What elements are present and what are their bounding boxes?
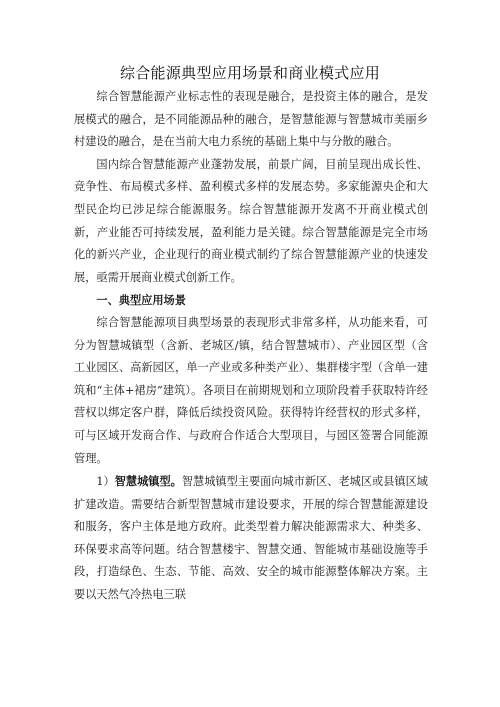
section-heading: 一、典型应用场景	[96, 293, 186, 308]
list-item-title: 智慧城镇型。	[114, 474, 182, 489]
list-item-smart-town	[74, 470, 428, 607]
paragraph-intro: 综合智慧能源产业标志性的表现是融合，是投资主体的融合，是发展模式的融合，是不同能源品种的融合，是智慧能源与智慧城市美丽乡村建设的融合，是在当前大电力系统的基础上集中与分散的融合。	[74, 90, 428, 149]
list-item-text: 智慧城镇型主要面向城市新区、老城区或县镇区域扩建改造。需要结合新型智慧城市建设要求，开展的综合智慧能源建设和服务，客户主体是地方政府。此类型着力解决能源需求大、种类多、环保要求高等问题。结合智慧楼宇、智慧交通、智能城市基础设施等手段，打造绿色、生态、节能、高效、安全的城市能源整体解决方案。主要以天然气冷热电三联	[74, 475, 428, 602]
list-item-number: 1）	[96, 475, 115, 489]
document-title: 综合能源典型应用场景和商业模式应用	[119, 64, 381, 82]
paragraph-overview: 国内综合智慧能源产业蓬勃发展，前景广阔，目前呈现出成长性、竞争性、布局模式多样、盈利模式多样的发展态势。多家能源央企和大型民企均已涉足综合能源服务。综合智慧能源开发离不开商业模式创新，产业能否可持续发展，盈利能力是关键。综合智慧能源是完全市场化的新兴产业，企业现行的商业模式制约了综合智慧能源产业的快速发展，亟需开展商业模式创新工作。	[74, 157, 428, 284]
paragraph-scenarios: 综合智慧能源项目典型场景的表现形式非常多样，从功能来看，可分为智慧城镇型（含新、老城区/镇，结合智慧城市）、产业园区型（含工业园区、高新园区，单一产业或多种类产业）、集群楼宇型（含单一建筑和“主体+裙房”建筑）。各项目在前期规划和立项阶段着手获取特许经营权以绑定客户群，降低后续投资风险。获得特许经营权的形式多样，可与区域开发商合作、与政府合作适合大型项目，与园区签署合同能源管理。	[74, 315, 428, 465]
document-body	[74, 86, 428, 607]
